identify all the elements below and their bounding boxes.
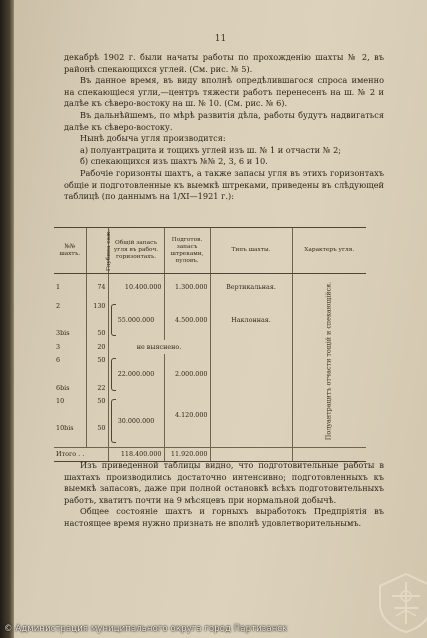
paragraph: декабрѣ 1902 г. были начаты работы по прохожденію шахты № 2, въ районѣ спекающихся углей. (См. рис. № 5). [64,52,384,74]
book-page [14,0,427,638]
table-row: 10bis 50 [54,422,366,448]
bracket-cell: 30.000.000 [108,395,164,448]
table-row: 6 50 22.000.000 [54,354,366,368]
header-coal-character: Характеръ угля. [292,228,366,274]
table-row: 6bis 22 [54,381,366,395]
header-prepared-reserve: Подготов. запасъ штреками, пуловъ. [164,228,210,274]
list-item: а) полуантрацита и тощихъ углей изъ ш. № 1 и отчасти № 2; [80,144,342,155]
bracket-cell: 22.000.000 [108,354,164,395]
header-shaft-no: №№ шахтъ. [54,228,86,274]
total-prepared: 11.920.000 [164,448,210,462]
shaft-reserves-table [54,227,366,462]
table-row: 10 50 30.000.000 [54,395,366,409]
coat-of-arms-emblem [374,570,427,634]
total-label: Итого . . [54,448,108,462]
header-depth: Глубина саж. [86,228,108,274]
paragraph: Въ данное время, въ виду вполнѣ опредѣлившагося спроса именно на спекающіеся угли,—центръ тяжести работъ перенесенъ на ш. № 2 и далѣе къ сѣверо-востоку на ш. № 10. (См. рис. № 6). [64,75,384,109]
header-shaft-type: Типъ шахты. [210,228,292,274]
body-text-top [64,52,384,203]
page-number: 11 [214,34,227,44]
table-row: 2 130 55.000.000 [54,300,366,314]
paragraph: Въ дальнѣйшемъ, по мѣрѣ развитія дѣла, работы будутъ надвигаться далѣе къ сѣверо-востоку. [64,109,384,132]
paragraph: Рабочіе горизонты шахтъ, а также запасы угля въ этихъ горизонтахъ общіе и подготовленные къ выемкѣ штреками, приведены въ слѣдующей таблицѣ (по даннымъ на 1/XI—1921 г.): [64,167,384,202]
table-row: 3bis 50 [54,327,366,341]
header-total-reserve: Общій запасъ угля въ рабоч. горизонтахъ. [108,228,164,274]
table-row: 2.000.000 [54,367,366,381]
table-row: 4.120.000 [54,408,366,422]
bracket-cell: 55.000.000 [108,300,164,341]
paragraph: Изъ приведенной таблицы видно, что подготовительные работы в шахтахъ производились достаточно интенсивно; подготовленныхъ къ выемкѣ запасовъ, даже при полной остановкѣ всѣхъ подготовительныхъ работъ, хватитъ почти на 9 мѣсяцевъ при нормальной добычѣ. [64,460,384,505]
coal-character-cell: Полуантрацитъ отчасти тощій и спекающійся. [292,274,366,448]
copyright-watermark: © Администрация муниципального округа город Партизанск [4,624,288,634]
table-header-row [54,228,366,274]
paragraph: Нынѣ добыча угля производится: [80,133,226,144]
body-text-bottom [64,460,384,530]
table-row: 4.500.000 Наклонная. [54,313,366,327]
list-item: б) спекающихся изъ шахтъ №№ 2, 3, 6 и 10. [80,156,268,167]
paragraph: Общее состояніе шахтъ и горныхъ выработокъ Предпріятія въ настоящее время нужно признать не вполнѣ удовлетворительнымъ. [64,506,384,528]
total-value: 118.400.000 [108,448,164,462]
table-row: 1 74 10.400.000 1.300.000 Вертикальная. Полуантрацитъ отчасти тощій и спекающійся. [54,274,366,300]
table-row: 3 20 не выяснено. [54,340,366,354]
